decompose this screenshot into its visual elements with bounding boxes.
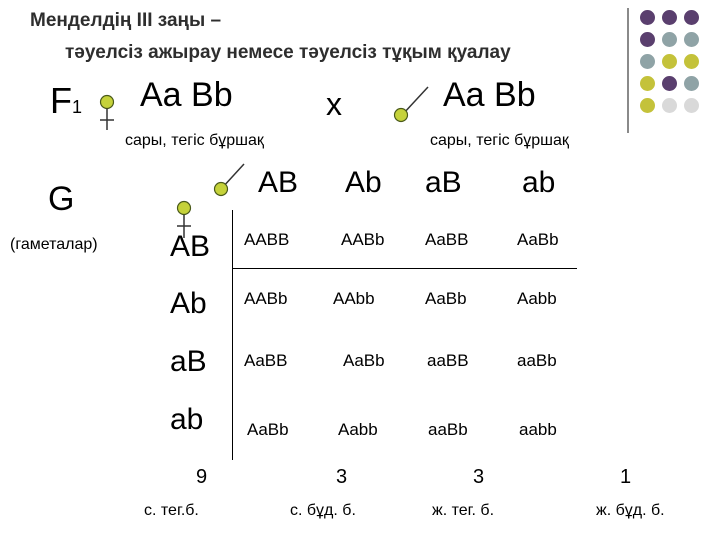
grid-vertical-line [232, 210, 233, 460]
gametes-note: (гаметалар) [10, 236, 98, 253]
parent2-phenotype: сары, тегіс бұршақ [430, 132, 569, 149]
punnett-cell: aabb [519, 420, 557, 439]
punnett-cell: aaBb [428, 420, 468, 439]
ratio-phenotype: ж. тег. б. [432, 502, 495, 519]
ratio-phenotype: ж. бұд. б. [596, 502, 665, 519]
title-line-1: Менделдің ІІІ заңы – [30, 10, 222, 31]
punnett-cell: AABB [244, 230, 290, 249]
male-symbol-icon [390, 82, 435, 127]
generation-subscript: 1 [72, 97, 83, 117]
punnett-cell: AaBB [425, 230, 469, 249]
dot-purple [662, 10, 677, 25]
column-header-gamete: Ab [345, 166, 382, 199]
title-line-2: тәуелсіз ажырау немесе тәуелсіз тұқым қуалау [65, 42, 511, 63]
punnett-cell: AaBB [244, 351, 288, 370]
dot-purple [640, 32, 655, 47]
dot-olive [640, 98, 655, 113]
punnett-cell: aaBb [517, 351, 557, 370]
dot-gray [684, 32, 699, 47]
punnett-cell: Aabb [517, 289, 557, 308]
female-symbol-icon [92, 92, 124, 134]
column-header-gamete: AB [258, 166, 299, 199]
column-header-gamete: aB [425, 166, 462, 199]
dot-olive [662, 54, 677, 69]
gametes-label: G [48, 180, 75, 218]
dot-gray [640, 54, 655, 69]
row-header-gamete: AB [170, 230, 211, 263]
column-header-gamete: ab [522, 166, 556, 199]
punnett-cell: AABb [244, 289, 288, 308]
generation-letter: F [50, 80, 72, 121]
punnett-cell: AaBb [247, 420, 289, 439]
punnett-cell: AAbb [333, 289, 375, 308]
cross-sign: x [326, 86, 342, 122]
punnett-cell: AaBb [343, 351, 385, 370]
row-header-gamete: Ab [170, 287, 207, 320]
ratio-count: 3 [336, 466, 348, 488]
dot-olive [640, 76, 655, 91]
ratio-phenotype: с. бұд. б. [290, 502, 356, 519]
dot-gray [662, 32, 677, 47]
dot-purple [662, 76, 677, 91]
punnett-cell: AaBb [517, 230, 559, 249]
parent1-phenotype: сары, тегіс бұршақ [125, 132, 264, 149]
punnett-cell: aaBB [427, 351, 469, 370]
dot-light [662, 98, 677, 113]
dot-light [684, 98, 699, 113]
ratio-count: 1 [620, 466, 632, 488]
punnett-cell: AaBb [425, 289, 467, 308]
row-header-gamete: ab [170, 403, 204, 436]
ratio-count: 9 [196, 466, 208, 488]
dot-gray [684, 76, 699, 91]
generation-label [50, 80, 82, 122]
grid-horizontal-line [232, 268, 577, 269]
dot-purple [684, 10, 699, 25]
dot-olive [684, 54, 699, 69]
male-gamete-symbol-icon [212, 160, 252, 200]
ratio-count: 3 [473, 466, 485, 488]
row-header-gamete: aB [170, 345, 207, 378]
punnett-cell: AABb [341, 230, 385, 249]
punnett-cell: Aabb [338, 420, 378, 439]
parent2-genotype: Aa Bb [443, 76, 536, 114]
parent1-genotype: Aa Bb [140, 76, 233, 114]
vertical-divider [627, 8, 629, 133]
ratio-phenotype: с. тег.б. [144, 502, 199, 519]
dot-purple [640, 10, 655, 25]
